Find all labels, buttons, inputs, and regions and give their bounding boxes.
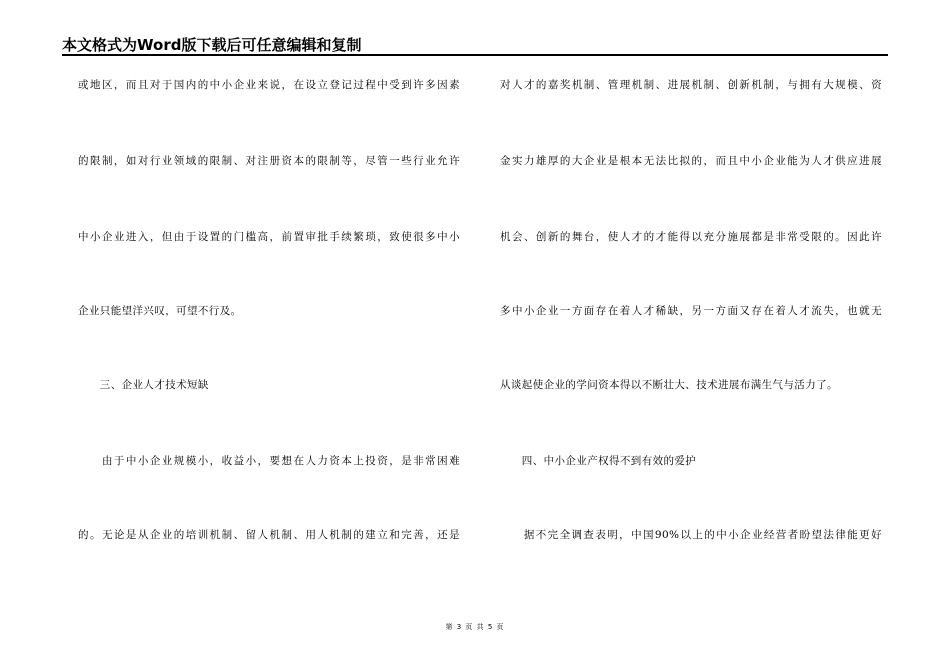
left-line-7: 的。无论是从企业的培训机制、留人机制、用人机制的建立和完善，还是 [78,529,460,541]
left-line-3: 中小企业进入，但由于设置的门槛高，前置审批手续繁琐，致使很多中小 [78,231,460,243]
left-line-4: 企业只能望洋兴叹，可望不行及。 [78,305,242,317]
right-line-7: 据不完全调查表明，中国90%以上的中小企业经营者盼望法律能更好 [500,529,882,541]
right-line-4: 多中小企业一方面存在着人才稀缺，另一方面又存在着人才流失，也就无 [500,305,882,317]
right-line-3: 机会、创新的舞台，使人才的才能得以充分施展都是非常受限的。因此许 [500,231,882,243]
header-divider [62,54,888,56]
right-line-2: 金实力雄厚的大企业是根本无法比拟的，而且中小企业能为人才供应进展 [500,155,882,167]
section-heading-three: 三、企业人才技术短缺 [78,379,209,391]
document-header-title: 本文格式为Word版下载后可任意编辑和复制 [62,36,362,54]
left-line-1: 或地区，而且对于国内的中小企业来说，在设立登记过程中受到许多因素 [78,79,460,91]
section-heading-four: 四、中小企业产权得不到有效的爱护 [500,455,697,467]
right-line-5: 从谈起使企业的学问资本得以不断壮大、技术进展布满生气与活力了。 [500,379,838,391]
left-line-6: 由于中小企业规模小，收益小，要想在人力资本上投资，是非常困难 [78,455,460,467]
page-number-footer: 第 3 页 共 5 页 [445,623,505,631]
left-line-2: 的限制，如对行业领域的限制、对注册资本的限制等，尽管一些行业允许 [78,155,460,167]
right-line-1: 对人才的嘉奖机制、管理机制、进展机制、创新机制，与拥有大规模、资 [500,79,882,91]
